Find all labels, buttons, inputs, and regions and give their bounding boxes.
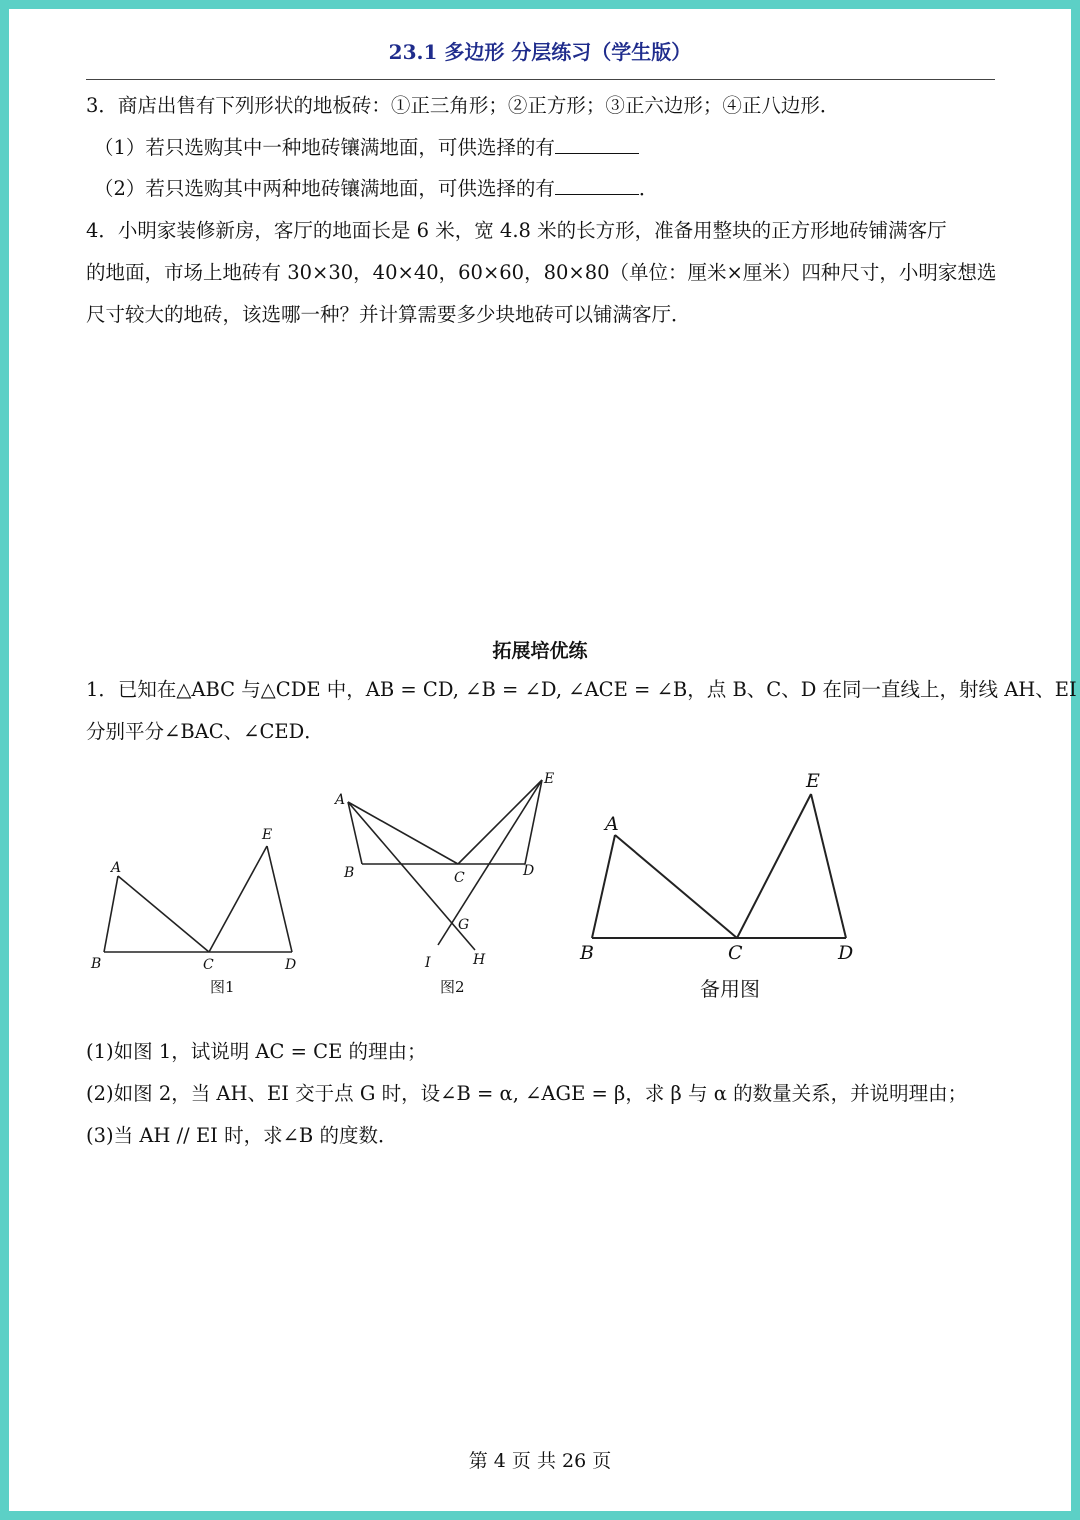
- figure-2: [348, 780, 542, 950]
- fig2-segment-ce: [458, 780, 542, 864]
- fig3-segment-ac: [615, 835, 737, 938]
- fig3-label-a: A: [605, 813, 619, 835]
- page-header-title: 23.1 多边形 分层练习（学生版）: [388, 40, 692, 64]
- fig2-label-d: D: [523, 863, 535, 879]
- q3-part1-blank: [555, 135, 639, 154]
- geometry-figures: [0, 760, 1080, 1020]
- header-divider: [86, 79, 995, 80]
- fig2-label-i: I: [425, 955, 431, 971]
- fig2-label-g: G: [458, 917, 470, 933]
- e1-line1: 1．已知在△ABC 与△CDE 中，AB = CD, ∠B = ∠D, ∠ACE = ∠B，点 B、C、D 在同一直线上，射线 AH、EI: [86, 678, 1077, 701]
- fig3-segment-ab: [592, 835, 615, 938]
- fig2-label-a: A: [335, 792, 346, 808]
- fig1-label-e: E: [262, 827, 273, 843]
- figure-backup-labels: [579, 770, 853, 1001]
- fig1-segment-ed: [267, 846, 292, 952]
- fig3-label-e: E: [806, 770, 820, 792]
- q4-line2: 的地面，市场上地砖有 30×30，40×40，60×60，80×80（单位：厘米×厘米）四种尺寸，小明家想选: [86, 261, 997, 284]
- fig1-segment-ac: [118, 876, 209, 952]
- fig1-label-c: C: [203, 957, 214, 973]
- q3-part2-text: （2）若只选购其中两种地砖镶满地面，可供选择的有: [94, 177, 555, 200]
- q3-part1: [94, 134, 1004, 162]
- fig2-segment-ac: [348, 802, 458, 864]
- fig1-label-d: D: [285, 957, 297, 973]
- section-title: 拓展培优练: [492, 640, 588, 662]
- e1-question-2: (2)如图 2，当 AH、EI 交于点 G 时，设∠B = α, ∠AGE = β，求 β 与 α 的数量关系，并说明理由；: [86, 1082, 968, 1105]
- fig2-label-c: C: [454, 870, 465, 886]
- page-footer: 第 4 页 共 26 页: [468, 1450, 612, 1472]
- figure-backup: [592, 794, 846, 938]
- fig1-caption: 图1: [210, 978, 235, 996]
- fig3-label-c: C: [728, 942, 743, 964]
- fig2-label-h: H: [473, 952, 486, 968]
- fig1-label-b: B: [91, 956, 102, 972]
- fig3-segment-ce: [737, 794, 811, 938]
- q3-part2: [94, 175, 1004, 203]
- fig3-caption: 备用图: [700, 977, 760, 1001]
- fig3-label-b: B: [580, 942, 594, 964]
- figure-2-labels: [333, 771, 554, 996]
- q4-line3: 尺寸较大的地砖，该选哪一种？并计算需要多少块地砖可以铺满客厅．: [86, 303, 691, 326]
- q3-stem: 3．商店出售有下列形状的地板砖：①正三角形；②正方形；③正六边形；④正八边形．: [86, 94, 840, 117]
- e1-question-3: (3)当 AH // EI 时，求∠B 的度数．: [86, 1124, 398, 1147]
- figure-1: [104, 846, 292, 952]
- fig2-label-e: E: [544, 771, 555, 787]
- e1-question-1: (1)如图 1，试说明 AC = CE 的理由；: [86, 1040, 427, 1063]
- fig3-label-d: D: [838, 942, 854, 964]
- fig1-label-a: A: [111, 860, 122, 876]
- fig3-segment-ed: [811, 794, 846, 938]
- figure-1-labels: [90, 827, 296, 996]
- q3-part2-end: ．: [638, 177, 659, 200]
- q4-line1: 4．小明家装修新房，客厅的地面长是 6 米，宽 4.8 米的长方形，准备用整块的正方形地砖铺满客厅: [86, 219, 947, 242]
- fig2-caption: 图2: [440, 978, 465, 996]
- e1-line2: 分别平分∠BAC、∠CED．: [86, 720, 324, 743]
- fig1-segment-ab: [104, 876, 118, 952]
- fig1-segment-ce: [209, 846, 267, 952]
- fig2-label-b: B: [344, 865, 355, 881]
- q3-part1-text: （1）若只选购其中一种地砖镶满地面，可供选择的有: [94, 136, 555, 159]
- q3-part2-blank: [555, 176, 639, 195]
